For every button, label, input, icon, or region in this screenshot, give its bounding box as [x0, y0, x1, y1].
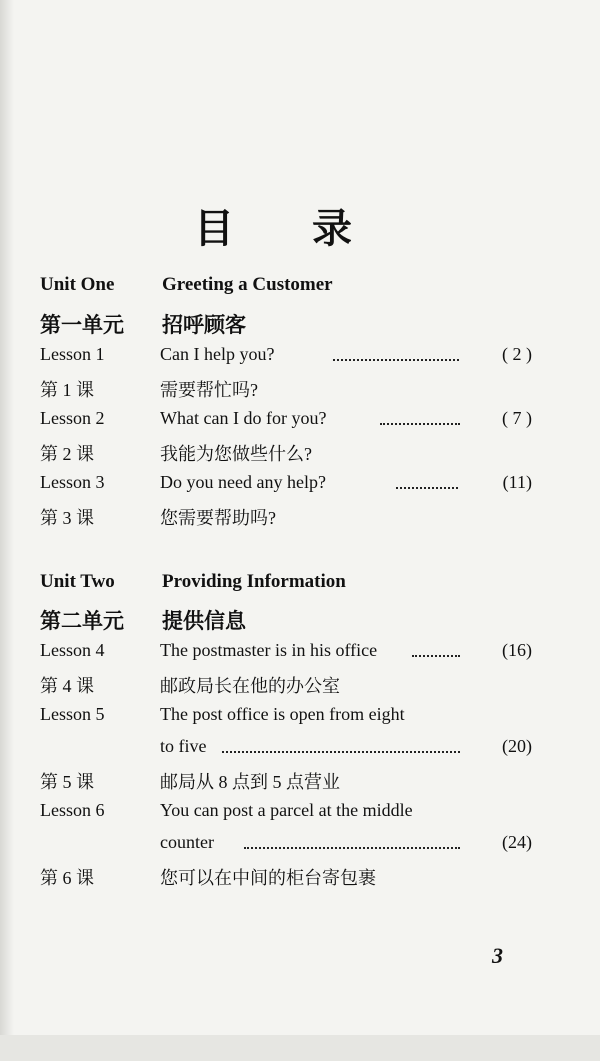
unit-label: Unit Two	[40, 571, 115, 592]
lesson-title-continued: to five	[160, 736, 207, 756]
leader-dots	[222, 731, 460, 753]
lesson-label: 第 6 课	[40, 868, 94, 888]
unit-title: Greeting a Customer	[162, 274, 333, 295]
unit-label: 第二单元	[40, 609, 124, 633]
lesson-label: Lesson 5	[40, 704, 105, 724]
unit-title: 招呼顾客	[162, 313, 246, 337]
leader-dots	[244, 827, 460, 849]
lesson-title: 邮局从 8 点到 5 点营业	[160, 772, 340, 792]
page-bottom-strip	[0, 1035, 600, 1061]
toc-entry-lesson-5[interactable]	[0, 704, 600, 730]
lesson-label: 第 1 课	[40, 380, 94, 400]
toc-entry-lesson-5-cont[interactable]	[0, 736, 600, 762]
unit-label: Unit One	[40, 274, 115, 295]
toc-entry-lesson-1[interactable]	[0, 344, 600, 370]
leader-dots	[380, 403, 460, 425]
lesson-title: The post office is open from eight	[160, 704, 405, 724]
unit-title: 提供信息	[162, 609, 246, 633]
lesson-title: 邮政局长在他的办公室	[160, 676, 340, 696]
page-ref: (24)	[502, 832, 532, 852]
lesson-label: 第 3 课	[40, 508, 94, 528]
unit-one-heading-en	[40, 274, 333, 296]
lesson-title: 您可以在中间的柜台寄包裹	[160, 868, 376, 888]
page-number: 3	[492, 943, 503, 968]
page-ref: ( 7 )	[502, 408, 532, 428]
lesson-label: Lesson 1	[40, 344, 105, 364]
page-ref: ( 2 )	[502, 344, 532, 364]
toc-entry-lesson-2-cn[interactable]	[0, 440, 600, 466]
unit-two-heading-en	[40, 571, 346, 593]
toc-entry-lesson-5-cn[interactable]	[0, 768, 600, 794]
lesson-title: 我能为您做些什么?	[160, 444, 312, 464]
unit-one-heading-cn	[40, 309, 246, 339]
toc-entry-lesson-6-cn[interactable]	[0, 864, 600, 890]
lesson-title: You can post a parcel at the middle	[160, 800, 413, 820]
toc-entry-lesson-2[interactable]	[0, 408, 600, 434]
page-ref: (11)	[502, 472, 532, 492]
lesson-label: 第 2 课	[40, 444, 94, 464]
lesson-label: Lesson 6	[40, 800, 105, 820]
lesson-label: Lesson 4	[40, 640, 105, 660]
lesson-title: The postmaster is in his office	[160, 640, 378, 660]
lesson-title: 需要帮忙吗?	[160, 380, 258, 400]
toc-entry-lesson-6[interactable]	[0, 800, 600, 826]
lesson-label: 第 4 课	[40, 676, 94, 696]
page-edge-shadow	[0, 0, 14, 1061]
lesson-title: Do you need any help?	[160, 472, 326, 492]
toc-entry-lesson-6-cont[interactable]	[0, 832, 600, 858]
toc-entry-lesson-3-cn[interactable]	[0, 504, 600, 530]
page-title: 目 录	[194, 206, 386, 251]
toc-entry-lesson-4-cn[interactable]	[0, 672, 600, 698]
toc-entry-lesson-3[interactable]	[0, 472, 600, 498]
lesson-label: Lesson 3	[40, 472, 105, 492]
leader-dots	[333, 339, 459, 361]
page-ref: (16)	[502, 640, 532, 660]
lesson-title-continued: counter	[160, 832, 214, 852]
page-ref: (20)	[502, 736, 532, 756]
lesson-title: 您需要帮助吗?	[160, 508, 276, 528]
leader-dots	[396, 467, 458, 489]
lesson-title: Can I help you?	[160, 344, 275, 364]
leader-dots	[412, 635, 460, 657]
lesson-title: What can I do for you?	[160, 408, 327, 428]
toc-entry-lesson-4[interactable]	[0, 640, 600, 666]
unit-label: 第一单元	[40, 313, 124, 337]
lesson-label: 第 5 课	[40, 772, 94, 792]
toc-entry-lesson-1-cn[interactable]	[0, 376, 600, 402]
unit-title: Providing Information	[162, 571, 346, 592]
unit-two-heading-cn	[40, 605, 246, 635]
lesson-label: Lesson 2	[40, 408, 105, 428]
